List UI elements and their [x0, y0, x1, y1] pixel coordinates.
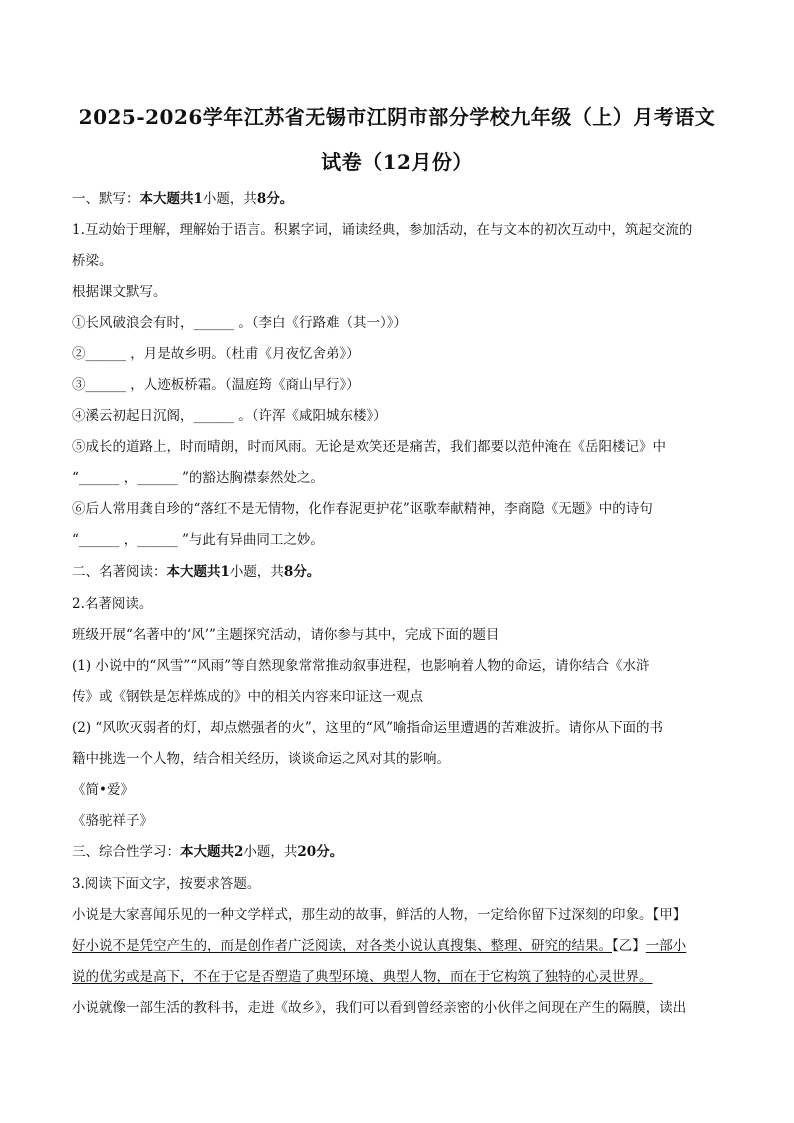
q3-passage-line4: 小说就像一部生活的教科书，走进《故乡》，我们可以看到曾经亲密的小伙伴之间现在产生的隔膜，读出: [72, 1000, 687, 1016]
q3-title: 3.阅读下面文字，按要求答题。: [72, 876, 261, 892]
section-unit: 小题，共: [243, 844, 298, 860]
q1-item-6-line2: “______ ，______ ”与此有异曲同工之妙。: [72, 532, 324, 548]
section-desc: 本大题共: [166, 564, 221, 580]
section-heading-1: [72, 187, 722, 207]
q2-sub2-line2: 籍中挑选一个人物，结合相关经历，谈谈命运之风对其的影响。: [72, 751, 450, 767]
q1-item-1: ①长风破浪会有时，______ 。（李白《行路难（其一）》）: [72, 315, 408, 331]
section-unit: 小题，共: [202, 191, 257, 207]
exam-title-line2: 试卷（12月份）: [321, 150, 473, 174]
section-heading-3: [72, 840, 722, 860]
q1-intro-line2: 桥梁。: [72, 253, 113, 269]
q2-intro: 班级开展“名著中的‘风’”主题探究活动，请你参与其中，完成下面的题目: [72, 627, 500, 643]
section-end: 分。: [266, 191, 294, 207]
section-desc: 本大题共: [139, 191, 194, 207]
q2-sub2-line1: (2) “风吹灭弱者的灯，却点燃强者的火”，这里的“风”喻指命运里遭遇的苦难波折。请你从下面的书: [72, 720, 664, 736]
q1-item-5-line2: “______ ，______ ”的豁达胸襟泰然处之。: [72, 470, 324, 486]
underlined-sentence-yi-start: 一部小: [645, 938, 687, 954]
question-count: 1: [193, 191, 203, 207]
section-label: 三、综合性学习：: [72, 844, 180, 860]
question-count: 2: [234, 844, 244, 860]
question-count: 1: [220, 564, 230, 580]
section-desc: 本大题共: [180, 844, 234, 860]
section-heading-2: [72, 560, 722, 580]
q2-book-2: 《骆驼祥子》: [72, 813, 153, 829]
section-end: 分。: [293, 564, 321, 580]
q2-sub1-line2: 传》或《钢铁是怎样炼成的》中的相关内容来印证这一观点: [72, 689, 423, 705]
q3-passage-line2: [72, 934, 722, 954]
section-unit: 小题，共: [229, 564, 284, 580]
marker-yi: 【乙】: [612, 938, 646, 954]
section-score: 8: [256, 191, 267, 207]
exam-title-line1: 2025-2026学年江苏省无锡市江阴市部分学校九年级（上）月考语文: [78, 105, 716, 129]
q1-item-2: ②______ ，月是故乡明。（杜甫《月夜忆舍弟》）: [72, 346, 360, 362]
section-label: 一、默写：: [72, 191, 140, 207]
q2-book-1: 《简•爱》: [72, 782, 134, 798]
section-score: 8: [283, 564, 294, 580]
underlined-sentence-yi-end: 说的优劣或是高下，不在于它是否塑造了典型环境、典型人物，而在于它构筑了独特的心灵世界。: [72, 969, 653, 985]
section-score: 20: [297, 844, 317, 860]
q1-instruction: 根据课文默写。: [72, 284, 167, 300]
q2-sub1-line1: (1) 小说中的“风雪”“风雨”等自然现象常常推动叙事进程，也影响着人物的命运，请你结合《水浒: [72, 658, 650, 674]
section-label: 二、名著阅读：: [72, 564, 167, 580]
q3-passage-line1: 小说是大家喜闻乐见的一种文学样式，那生动的故事，鲜活的人物，一定给你留下过深刻的印象。【甲】: [72, 907, 687, 923]
q1-item-5-line1: ⑤成长的道路上，时而晴朗，时而风雨。无论是欢笑还是痛苦，我们都要以范仲淹在《岳阳楼记》中: [72, 439, 666, 455]
q1-intro-line1: 1.互动始于理解，理解始于语言。积累字词，诵读经典，参加活动，在与文本的初次互动中，筑起交流的: [72, 222, 693, 238]
q1-item-4: ④溪云初起日沉阁，______ 。（许浑《咸阳城东楼》）: [72, 408, 387, 424]
q3-passage-line3: [72, 965, 722, 985]
q2-title: 2.名著阅读。: [72, 596, 153, 612]
section-end: 分。: [316, 844, 344, 860]
q1-item-3: ③______ ，人迹板桥霜。（温庭筠《商山早行》）: [72, 377, 360, 393]
q1-item-6-line1: ⑥后人常用龚自珍的“落红不是无情物，化作春泥更护花”讴歌奉献精神，李商隐《无题》中的诗句: [72, 501, 653, 517]
underlined-sentence-jia: 好小说不是凭空产生的，而是创作者广泛阅读，对各类小说认真搜集、整理、研究的结果。: [72, 938, 612, 954]
